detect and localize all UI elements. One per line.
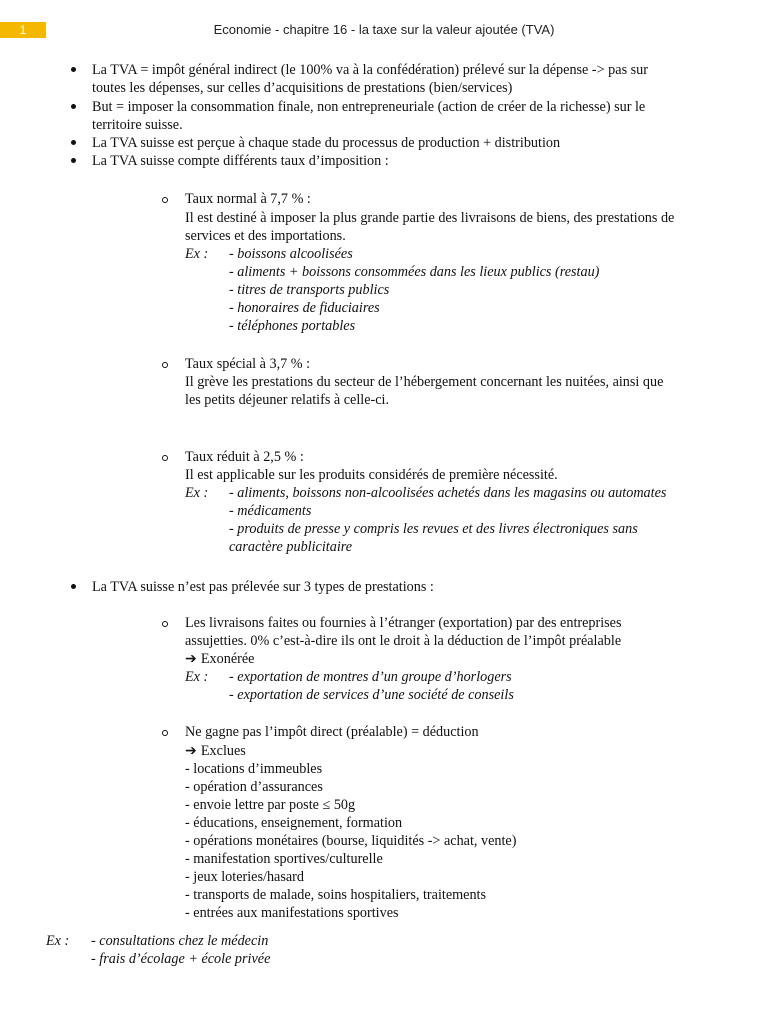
bullet-icon — [71, 584, 76, 589]
bullet-icon — [71, 140, 76, 145]
rate-normal-example: - honoraires de fiduciaires — [229, 300, 380, 316]
exports-example: - exportation de montres d’un groupe d’horlogers — [229, 669, 512, 685]
rate-special-desc-line-1: Il grève les prestations du secteur de l’hébergement concernant les nuitées, ainsi que — [185, 374, 664, 390]
right-arrow-icon: ➔ — [185, 651, 197, 667]
rate-reduced-ex-label: Ex : — [185, 485, 209, 501]
document-title: Economie - chapitre 16 - la taxe sur la valeur ajoutée (TVA) — [213, 22, 555, 37]
rate-reduced-title: Taux réduit à 2,5 % : — [185, 449, 304, 465]
rate-reduced-example: caractère publicitaire — [229, 539, 353, 555]
intro-bullet-2-line-1: But = imposer la consommation finale, non entrepreneuriale (action de créer de la richesse) sur le — [92, 99, 646, 115]
rate-reduced-example: - médicaments — [229, 503, 312, 519]
rate-normal-ex-label: Ex : — [185, 246, 209, 262]
excluded-item: - jeux loteries/hasard — [185, 869, 304, 885]
excluded-item: - locations d’immeubles — [185, 761, 323, 777]
excluded-item: - opérations monétaires (bourse, liquidités -> achat, vente) — [185, 833, 517, 849]
final-ex-label: Ex : — [46, 933, 70, 949]
exports-ex-label: Ex : — [185, 669, 209, 685]
final-example: - consultations chez le médecin — [91, 933, 269, 949]
sub-bullet-icon — [162, 621, 168, 627]
exempt-bullet: La TVA suisse n’est pas prélevée sur 3 types de prestations : — [92, 579, 434, 595]
intro-bullet-4: La TVA suisse compte différents taux d’imposition : — [92, 153, 389, 169]
intro-bullet-1-line-2: toutes les dépenses, sur celles d’acquisitions de prestations (bien/services) — [92, 80, 513, 96]
rate-special-desc-line-2: les petits déjeuner relatifs à celle-ci. — [185, 392, 390, 408]
excluded-item: - entrées aux manifestations sportives — [185, 905, 399, 921]
rate-normal-example: - boissons alcoolisées — [229, 246, 353, 262]
page-header — [0, 0, 768, 40]
exports-example: - exportation de services d’une société de conseils — [229, 687, 514, 703]
exports-line-1: Les livraisons faites ou fournies à l’étranger (exportation) par des entreprises — [185, 615, 622, 631]
final-example: - frais d’écolage + école privée — [91, 951, 271, 967]
rate-normal-desc-line-2: services et des importations. — [185, 228, 346, 244]
rate-normal-example: - aliments + boissons consommées dans les lieux publics (restau) — [229, 264, 600, 280]
exports-arrow-label: Exonérée — [200, 651, 255, 667]
right-arrow-icon: ➔ — [185, 743, 197, 759]
intro-bullet-1-line-1: La TVA = impôt général indirect (le 100% va à la confédération) prélevé sur la dépense -> pas sur — [92, 62, 648, 78]
excluded-item: - transports de malade, soins hospitaliers, traitements — [185, 887, 487, 903]
excluded-arrow-line — [185, 742, 246, 760]
excluded-item: - manifestation sportives/culturelle — [185, 851, 383, 867]
exports-line-2: assujetties. 0% c’est-à-dire ils ont le droit à la déduction de l’impôt préalable — [185, 633, 622, 649]
rate-reduced-desc: Il est applicable sur les produits considérés de première nécessité. — [185, 467, 558, 483]
intro-bullet-3: La TVA suisse est perçue à chaque stade du processus de production + distribution — [92, 135, 561, 151]
excluded-title: Ne gagne pas l’impôt direct (préalable) = déduction — [185, 724, 479, 740]
bullet-icon — [71, 67, 76, 72]
bullet-icon — [71, 158, 76, 163]
sub-bullet-icon — [162, 730, 168, 736]
sub-bullet-icon — [162, 197, 168, 203]
exports-arrow-line — [185, 650, 254, 668]
excluded-item: - opération d’assurances — [185, 779, 323, 795]
sub-bullet-icon — [162, 362, 168, 368]
rate-normal-title: Taux normal à 7,7 % : — [185, 191, 311, 207]
rate-special-title: Taux spécial à 3,7 % : — [185, 356, 311, 372]
page-number-badge: 1 — [0, 22, 46, 38]
rate-reduced-example: - produits de presse y compris les revues et des livres électroniques sans — [229, 521, 638, 537]
rate-normal-example: - téléphones portables — [229, 318, 356, 334]
rate-normal-example: - titres de transports publics — [229, 282, 390, 298]
sub-bullet-icon — [162, 455, 168, 461]
rate-normal-desc-line-1: Il est destiné à imposer la plus grande partie des livraisons de biens, des prestations de — [185, 210, 675, 226]
intro-bullet-2-line-2: territoire suisse. — [92, 117, 183, 133]
excluded-item: - envoie lettre par poste ≤ 50g — [185, 797, 356, 813]
excluded-item: - éducations, enseignement, formation — [185, 815, 403, 831]
bullet-icon — [71, 104, 76, 109]
rate-reduced-example: - aliments, boissons non-alcoolisées achetés dans les magasins ou automates — [229, 485, 667, 501]
excluded-arrow-label: Exclues — [200, 743, 246, 759]
